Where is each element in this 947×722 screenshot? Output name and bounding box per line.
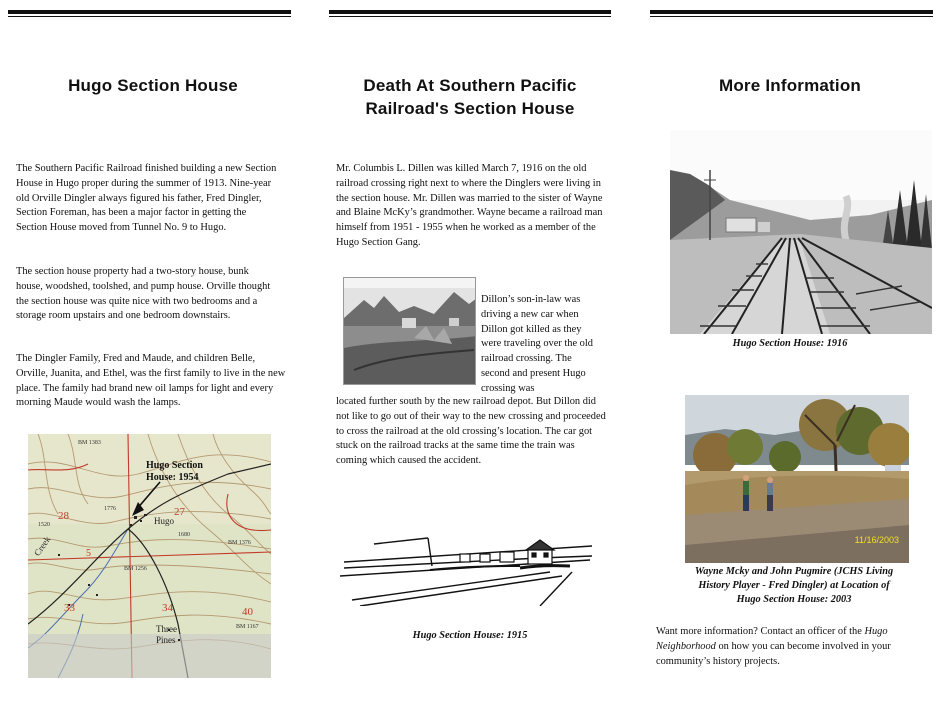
map-elev-1: 1680 [178,532,190,538]
neighborhood-name: Hugo Neighborhood [656,626,888,652]
top-rule-right [650,10,933,17]
left-column [0,0,300,722]
map-creek-label: Creek [32,534,53,558]
middle-column [320,0,620,722]
right-caption-1916: Hugo Section House: 1916 [732,338,848,349]
more-info-text-1: Want more information? Contact an officer of the [656,626,865,637]
right-title: More Information [718,76,862,95]
left-title: Hugo Section House [68,76,238,95]
left-paragraph-3: The Dingler Family, Fred and Maude, and children Belle, Orville, Juanita, and Ethel, was the first family to live in the new place. The family had brand new oil lamps for light and every morning Maude would wash the lamps. [16,353,286,409]
map-label-line1: Hugo Section [146,460,203,471]
railroad-photo-1916 [670,130,932,334]
section-house-sketch [340,532,602,606]
map-section-5: 5 [86,548,91,559]
map-three-label: Three [156,624,177,634]
right-caption-2003: Wayne Mcky and John Pugmire (JCHS Living History Player - Fred Dingler) at Location of Hugo Section House: 2003 [694,566,894,605]
middle-caption: Hugo Section House: 1915 [412,630,528,641]
map-pines-label: Pines [156,635,176,645]
map-bm-2: BM 1376 [228,540,251,546]
photo-date-stamp: 11/16/2003 [854,535,899,545]
map-label-line2: House: 1954 [146,472,199,483]
map-section-40: 40 [242,606,253,618]
map-bm-3: BM 1256 [124,566,147,572]
map-town-label: Hugo [154,516,174,526]
map-elev-2: 1776 [104,506,116,512]
top-rule-left [8,10,291,17]
map-section-34: 34 [162,602,173,614]
left-paragraph-2: The section house property had a two-story house, bunk house, woodshed, toolshed, and pump house. Orville thought the section house was quite nice with two bedrooms and a storage room upstairs and one bedroom downstairs. [16,266,271,322]
topographic-map [28,434,271,678]
middle-paragraph-1: Mr. Columbis L. Dillen was killed March 7, 1916 on the old railroad crossing right next to where the Dinglers were living in the section house. Mr. Dillen was married to the sister of Wayne and Blaine McKy’s grandmother. Wayne became a railroad man himself from 1951 - 1955 when he worked as a member of the Hugo Section Gang. [336,163,603,248]
left-paragraph-1: The Southern Pacific Railroad finished building a new Section House in Hugo proper during the summer of 1913. Nine-year old Orville Dingler always figured his father, Fred Dingler, Section Foreman, has been a major factor in getting the Section House moved from Tunnel No. 9 to Hugo. [16,163,277,234]
map-bm-1: BM 1383 [78,440,101,446]
middle-paragraph-2-full: located further south by the new railroad depot. But Dillon did not like to go out of their way to the new crossing and proceeded to cross the railroad at the old crossing’s location. The car got stuck on the railroad tracks at the same time the train was coming which caused the accident. [336,396,606,467]
map-elev-3: 1520 [38,522,50,528]
right-column [640,0,940,722]
middle-title-line1: Death At Southern Pacific [363,76,577,95]
crossing-photo [343,277,476,385]
site-photo-2003 [685,395,909,563]
map-bm-4: BM 1167 [236,624,259,630]
middle-paragraph-2-wrapped: Dillon’s son-in-law was driving a new car when Dillon got killed as they were traveling over the old railroad crossing. The second and present Hugo crossing was [481,294,593,394]
map-section-28: 28 [58,510,69,522]
map-section-33: 33 [64,602,75,614]
top-rule-middle [329,10,611,17]
more-info-text-2: on how you can become involved in your community’s history projects. [656,640,891,667]
middle-title-line2: Railroad's Section House [365,99,575,118]
map-section-27: 27 [174,506,185,518]
more-info-paragraph [656,625,932,669]
